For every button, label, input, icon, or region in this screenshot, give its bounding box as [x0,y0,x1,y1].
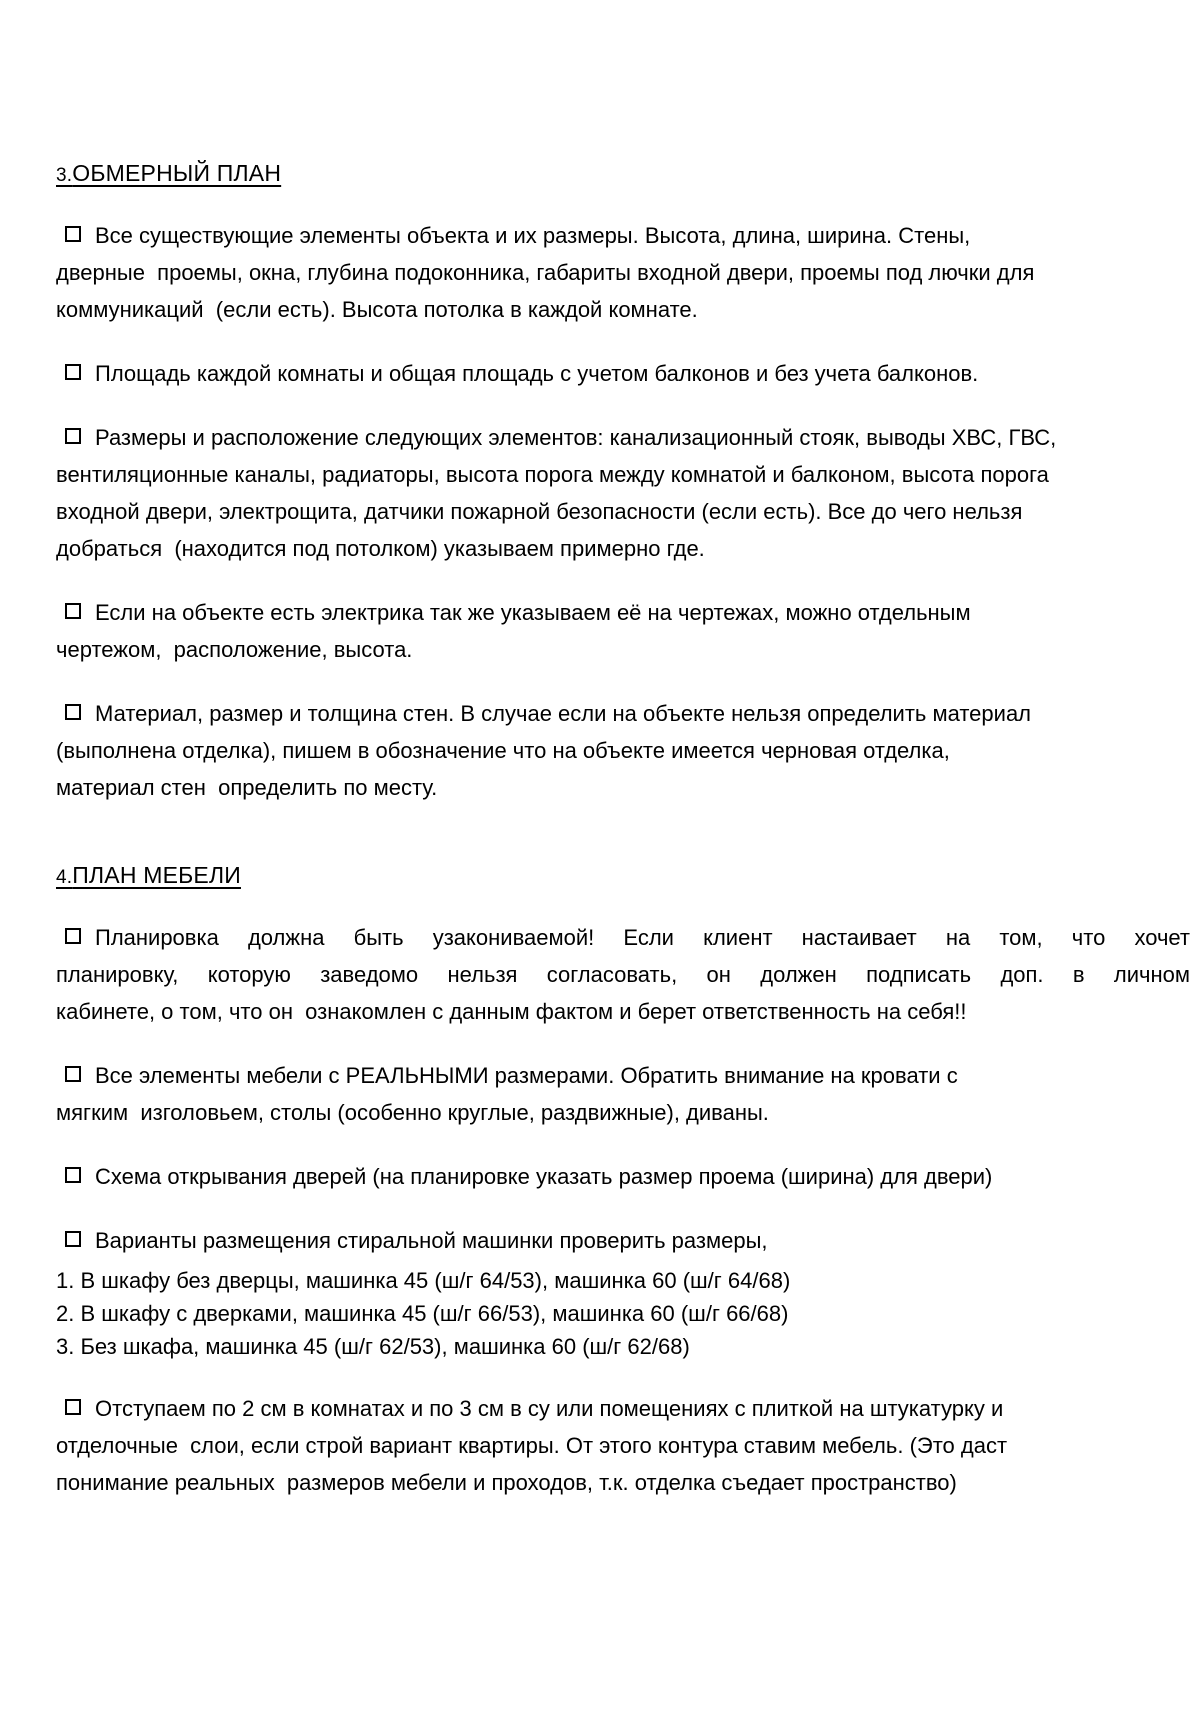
checkbox-unchecked-icon[interactable] [65,1167,81,1183]
text-line: материал стен определить по месту. [56,775,438,800]
text-line: Материал, размер и толщина стен. В случае если на объекте нельзя определить материал [95,701,1032,726]
checkbox-unchecked-icon[interactable] [65,704,81,720]
text-line: входной двери, электрощита, датчики пожарной безопасности (если есть). Все до чего нельзя [56,499,1023,524]
checklist-item [56,1057,1190,1131]
checklist-item-text [56,217,1190,328]
text-line: Если на объекте есть электрика так же указываем её на чертежах, можно отдельным [95,600,971,625]
text-line: мягким изголовьем, столы (особенно круглые, раздвижные), диваны. [56,1100,769,1125]
checklist-item [56,355,1190,392]
section-number: 3. [56,165,73,186]
text-line: коммуникаций (если есть). Высота потолка в каждой комнате. [56,297,698,322]
checklist-item-text [56,919,1190,1030]
checklist-item [56,919,1190,1030]
text-line: Планировка должна быть узакониваемой! Если клиент настаивает на том, что хочет [95,925,1190,950]
checkbox-unchecked-icon[interactable] [65,928,81,944]
checklist-item [56,1390,1190,1501]
option-line: 3. Без шкафа, машинка 45 (ш/г 62/53), машинка 60 (ш/г 62/68) [56,1334,690,1359]
text-line: понимание реальных размеров мебели и проходов, т.к. отделка съедает пространство) [56,1470,957,1495]
checklist-item [56,1158,1190,1195]
checkbox-unchecked-icon[interactable] [65,1231,81,1247]
checklist-item-text [56,1222,1190,1259]
text-line: планировку, которую заведомо нельзя согласовать, он должен подписать доп. в личном [56,962,1190,987]
text-line: чертежом, расположение, высота. [56,637,413,662]
section-heading-measurement-plan [56,160,1190,187]
text-line: Площадь каждой комнаты и общая площадь с учетом балконов и без учета балконов. [95,361,979,386]
checklist-item [56,217,1190,328]
text-line: Варианты размещения стиральной машинки проверить размеры, [95,1228,768,1253]
section-number: 4. [56,867,73,888]
checkbox-unchecked-icon[interactable] [65,1399,81,1415]
text-line: Размеры и расположение следующих элементов: канализационный стояк, выводы ХВС, ГВС, [95,425,1057,450]
option-line: 1. В шкафу без дверцы, машинка 45 (ш/г 64/53), машинка 60 (ш/г 64/68) [56,1268,791,1293]
washing-machine-options-list [56,1264,1190,1363]
checklist-item [56,1222,1190,1259]
text-line: Все существующие элементы объекта и их размеры. Высота, длина, ширина. Стены, [95,223,971,248]
checkbox-unchecked-icon[interactable] [65,603,81,619]
checklist-item [56,695,1190,806]
section-title: ОБМЕРНЫЙ ПЛАН [72,160,282,186]
checklist-item [56,594,1190,668]
checklist-item-text [56,695,1190,806]
checklist-item [56,419,1190,567]
checklist-item-text [56,1057,1190,1131]
checkbox-unchecked-icon[interactable] [65,364,81,380]
text-line: Схема открывания дверей (на планировке указать размер проема (ширина) для двери) [95,1164,993,1189]
checklist-item-text [56,594,1190,668]
checkbox-unchecked-icon[interactable] [65,226,81,242]
section-heading-furniture-plan [56,862,1190,889]
text-line: (выполнена отделка), пишем в обозначение что на объекте имеется черновая отделка, [56,738,950,763]
text-line: добраться (находится под потолком) указываем примерно где. [56,536,705,561]
text-line: Отступаем по 2 см в комнатах и по 3 см в су или помещениях с плиткой на штукатурку и [95,1396,1004,1421]
checklist-item-text [56,1390,1190,1501]
checklist-item-text [56,419,1190,567]
checklist-item-text [56,355,1190,392]
option-line: 2. В шкафу с дверками, машинка 45 (ш/г 66/53), машинка 60 (ш/г 66/68) [56,1301,789,1326]
text-line: дверные проемы, окна, глубина подоконника, габариты входной двери, проемы под лючки для [56,260,1035,285]
checklist-item-text [56,1158,1190,1195]
text-line: кабинете, о том, что он ознакомлен с данным фактом и берет ответственность на себя!! [56,999,967,1024]
checkbox-unchecked-icon[interactable] [65,1066,81,1082]
text-line: отделочные слои, если строй вариант квартиры. От этого контура ставим мебель. (Это даст [56,1433,1008,1458]
text-line: вентиляционные каналы, радиаторы, высота порога между комнатой и балконом, высота порога [56,462,1049,487]
section-title: ПЛАН МЕБЕЛИ [72,862,241,888]
checkbox-unchecked-icon[interactable] [65,428,81,444]
text-line: Все элементы мебели с РЕАЛЬНЫМИ размерами. Обратить внимание на кровати с [95,1063,958,1088]
